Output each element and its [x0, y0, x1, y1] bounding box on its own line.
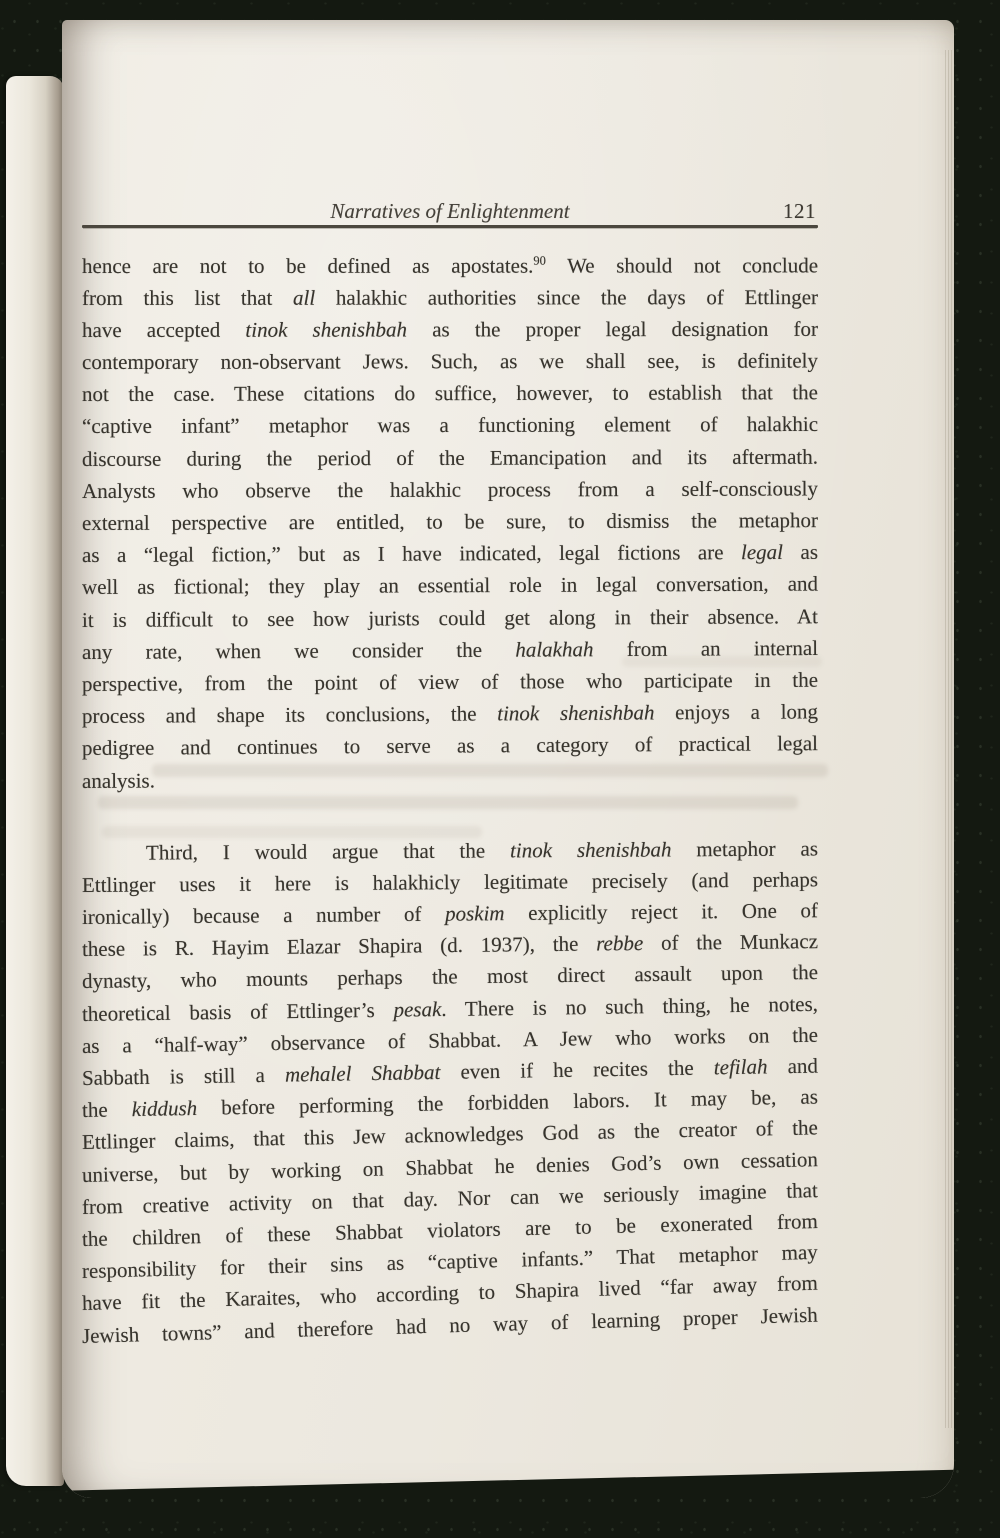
text-run: as a “half-way” observance of Shabbat. A Jew who works on the — [81, 1022, 819, 1058]
text-run: pedigree and continues to serve as a category of practical legal — [81, 731, 819, 761]
text-run: as a “legal fiction,” but as I have indicated, legal fictions are — [81, 540, 742, 568]
text-run: have accepted — [81, 317, 246, 342]
text-line — [82, 536, 818, 571]
text-run: Third, I would argue that the — [145, 838, 511, 865]
text-run: tefilah — [713, 1054, 768, 1080]
text-run: ironically) because a number of — [81, 901, 446, 930]
text-line — [82, 345, 818, 379]
text-run: not the case. These citations do suffice, however, to establish that the — [81, 380, 819, 407]
text-run: external perspective are entitled, to be sure, to dismiss the metaphor — [81, 508, 819, 535]
text-line — [82, 504, 818, 539]
text-run: pesak — [393, 996, 442, 1022]
text-run: theoretical basis of Ettlinger’s — [81, 997, 394, 1026]
text-run: enjoys a long — [654, 699, 819, 725]
text-run: Analysts who observe the halakhic process from a self-consciously — [81, 476, 819, 503]
text-run: halakhah — [515, 636, 594, 662]
text-run: the children of these Shabbat violators are to be exonerated from — [81, 1208, 819, 1251]
text-run: of the Munkacz — [643, 929, 819, 956]
text-run: legal — [740, 540, 784, 565]
text-line — [82, 249, 818, 282]
text-run: universe, but by working on Shabbat he denies God’s own cessation — [81, 1146, 819, 1187]
text-run: dynasty, who mounts perhaps the most direct assault upon the — [81, 960, 819, 994]
book-page — [62, 20, 954, 1498]
text-run: from creative activity on that day. Nor can we seriously imagine that — [81, 1177, 819, 1219]
text-run: mehalel Shabbat — [284, 1059, 441, 1087]
text-run: as — [782, 540, 819, 565]
paragraph — [82, 250, 818, 797]
text-run: as the proper legal designation for — [407, 316, 819, 342]
text-run: tinok shenishbah — [497, 700, 655, 726]
text-run: responsibility for their sins as “captive infants.” That metaphor may — [81, 1239, 819, 1284]
text-run: from this list that — [81, 285, 294, 310]
text-run: discourse during the period of the Emancipation and its aftermath. — [81, 444, 819, 471]
text-run: and — [767, 1053, 819, 1079]
text-run: even if he recites the — [440, 1055, 715, 1084]
text-run: “captive infant” metaphor was a functioning element of halakhic — [81, 412, 819, 439]
text-run: before performing the forbidden labors. It may be, as — [196, 1084, 819, 1121]
text-run: explicitly reject it. One of — [504, 898, 819, 926]
text-line — [82, 759, 818, 796]
text-run: poskim — [444, 901, 505, 926]
facing-page-edge — [6, 76, 64, 1486]
text-line — [82, 408, 818, 442]
text-run: analysis. — [81, 767, 155, 793]
text-line — [82, 281, 818, 314]
text-run: halakhic authorities since the days of Ettlinger — [315, 284, 819, 310]
text-run: the — [81, 1097, 133, 1123]
text-run: metaphor as — [671, 836, 819, 862]
text-run: Ettlinger claims, that this Jew acknowledges God as the creator of the — [81, 1115, 819, 1155]
text-run: Ettlinger uses it here is halakhicly legitimate precisely (and perhaps — [81, 867, 819, 897]
text-run: Jewish towns” and therefore had no way of learning proper Jewish — [81, 1302, 819, 1348]
paragraph — [82, 837, 818, 1352]
text-line — [82, 376, 818, 410]
text-run: tinok shenishbah — [245, 317, 408, 342]
page-content — [82, 20, 818, 1352]
page-body-text — [82, 250, 818, 1352]
text-run: have fit the Karaites, who according to Shapira lived “far away from — [81, 1270, 819, 1316]
text-line — [82, 632, 818, 668]
text-run: We should not conclude — [545, 252, 819, 278]
text-run: rebbe — [596, 931, 644, 956]
text-line — [82, 727, 818, 764]
running-header-title: Narratives of Enlightenment — [330, 199, 570, 223]
text-run: process and shape its conclusions, the — [81, 701, 498, 729]
text-line — [82, 313, 818, 346]
page-number: 121 — [783, 199, 816, 223]
running-header — [82, 200, 818, 222]
text-line — [82, 568, 818, 604]
text-run: perspective, from the point of view of those who participate in the — [81, 667, 819, 696]
text-line — [82, 440, 818, 475]
text-run: well as fictional; they play an essential role in legal conversation, and — [81, 571, 819, 600]
text-run: from an internal — [593, 635, 819, 661]
text-run: any rate, when we consider the — [81, 637, 516, 664]
text-run: all — [293, 285, 316, 310]
text-line — [82, 472, 818, 507]
text-run: hence are not to be defined as apostates. — [81, 253, 534, 278]
text-run: . There is no such thing, he notes, — [441, 991, 819, 1021]
text-run: it is difficult to see how jurists could get along in their absence. At — [81, 603, 819, 632]
footnote-reference: 90 — [533, 253, 546, 268]
page-bottom-edge — [62, 1469, 954, 1498]
text-line — [82, 664, 818, 701]
text-run: these is R. Hayim Elazar Shapira (d. 1937), the — [81, 931, 597, 962]
text-run: kiddush — [131, 1096, 198, 1122]
header-rule — [82, 225, 818, 228]
text-line — [82, 696, 818, 733]
text-run: contemporary non-observant Jews. Such, as we shall see, is definitely — [81, 348, 819, 375]
text-run: tinok shenishbah — [509, 837, 672, 863]
text-run: Sabbath is still a — [81, 1062, 286, 1090]
text-line — [82, 600, 818, 636]
